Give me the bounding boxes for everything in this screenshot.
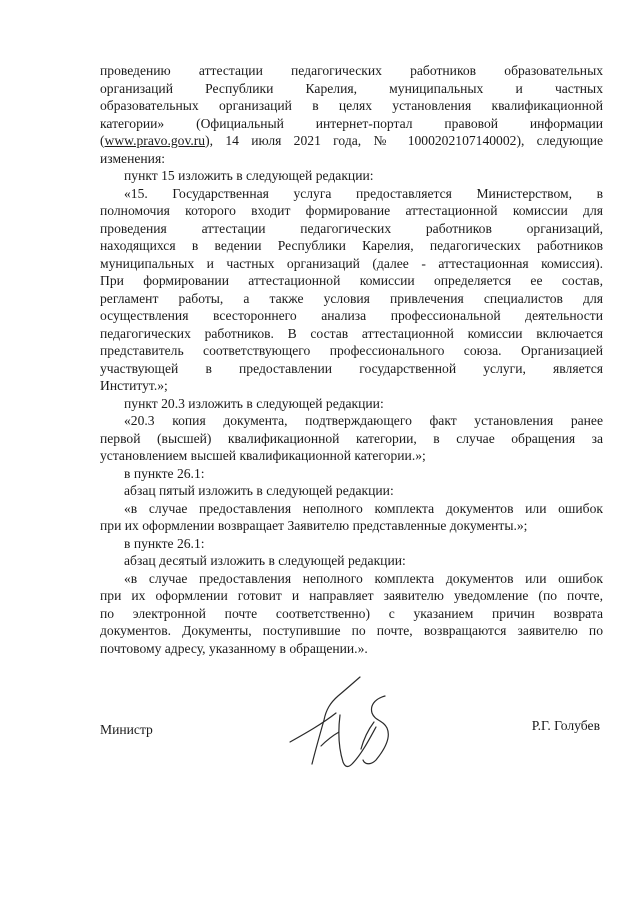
signer-title: Министр xyxy=(100,722,153,737)
text-line: участвующей в предоставлении государственной услуги, является xyxy=(100,360,603,376)
text-line: При формировании аттестационной комиссии определяется ее состав, xyxy=(100,273,603,288)
website-link[interactable]: www.pravo.gov.ru xyxy=(104,133,206,148)
text-fragment: ), 14 июля 2021 года, № 1000202107140002), следующие xyxy=(205,133,603,148)
text-line: установлением высшей квалификационной категории.»; xyxy=(100,448,426,463)
text-line: осуществления всестороннего анализа профессиональной деятельности xyxy=(100,308,603,323)
text-line: абзац десятый изложить в следующей редакции: xyxy=(124,553,406,568)
text-line: при их оформлении возвращает Заявителю представленные документы.»; xyxy=(100,518,528,533)
text-line: муниципальных и частных организаций (далее - аттестационная комиссия). xyxy=(100,255,603,271)
text-line: «в случае предоставления неполного комплекта документов или ошибок xyxy=(124,500,603,516)
text-line: находящихся в ведении Республики Карелия, педагогических работников xyxy=(100,238,603,253)
text-line: в пункте 26.1: xyxy=(124,535,205,551)
text-line: по электронной почте соответственно) с указанием причин возврата xyxy=(100,605,603,621)
text-line: почтовому адресу, указанному в обращении.». xyxy=(100,640,368,656)
text-line: документов. Документы, поступившие по почте, возвращаются заявителю по xyxy=(100,623,603,638)
handwritten-signature-icon xyxy=(282,676,402,776)
text-line: регламент работы, а также условия привлечения специалистов для xyxy=(100,290,603,306)
text-line: «20.3 копия документа, подтверждающего факт установления ранее xyxy=(124,413,603,428)
text-line: Институт.»; xyxy=(100,378,168,393)
signer-name: Р.Г. Голубев xyxy=(531,718,600,733)
text-fragment: ( xyxy=(100,133,105,148)
text-line: представитель соответствующего профессионального союза. Организацией xyxy=(100,343,603,358)
text-line: абзац пятый изложить в следующей редакции: xyxy=(124,483,394,498)
text-line: педагогических работников. В состав аттестационной комиссии включается xyxy=(100,325,603,341)
text-line: при их оформлении готовит и направляет заявителю уведомление (по почте, xyxy=(100,588,603,603)
text-line: «в случае предоставления неполного комплекта документов или ошибок xyxy=(124,570,603,586)
text-line: «15. Государственная услуга предоставляется Министерством, в xyxy=(124,185,603,201)
text-line: изменения: xyxy=(100,150,165,166)
text-line: полномочия которого входит формирование аттестационной комиссии для xyxy=(100,203,603,218)
text-line xyxy=(100,132,603,150)
text-line: образовательных организаций в целях установления квалификационной xyxy=(100,98,603,113)
text-line: категории» (Официальный интернет-портал правовой информации xyxy=(100,115,603,131)
text-line: проведения аттестации педагогических работников организаций, xyxy=(100,220,603,236)
text-line: в пункте 26.1: xyxy=(124,465,205,481)
text-line: первой (высшей) квалификационной категории, в случае обращения за xyxy=(100,430,603,446)
document-body xyxy=(100,62,603,657)
text-line: организаций Республики Карелия, муниципальных и частных xyxy=(100,80,603,96)
text-line: проведению аттестации педагогических работников образовательных xyxy=(100,63,603,78)
text-line: пункт 15 изложить в следующей редакции: xyxy=(124,168,374,183)
text-line: пункт 20.3 изложить в следующей редакции: xyxy=(124,395,384,411)
